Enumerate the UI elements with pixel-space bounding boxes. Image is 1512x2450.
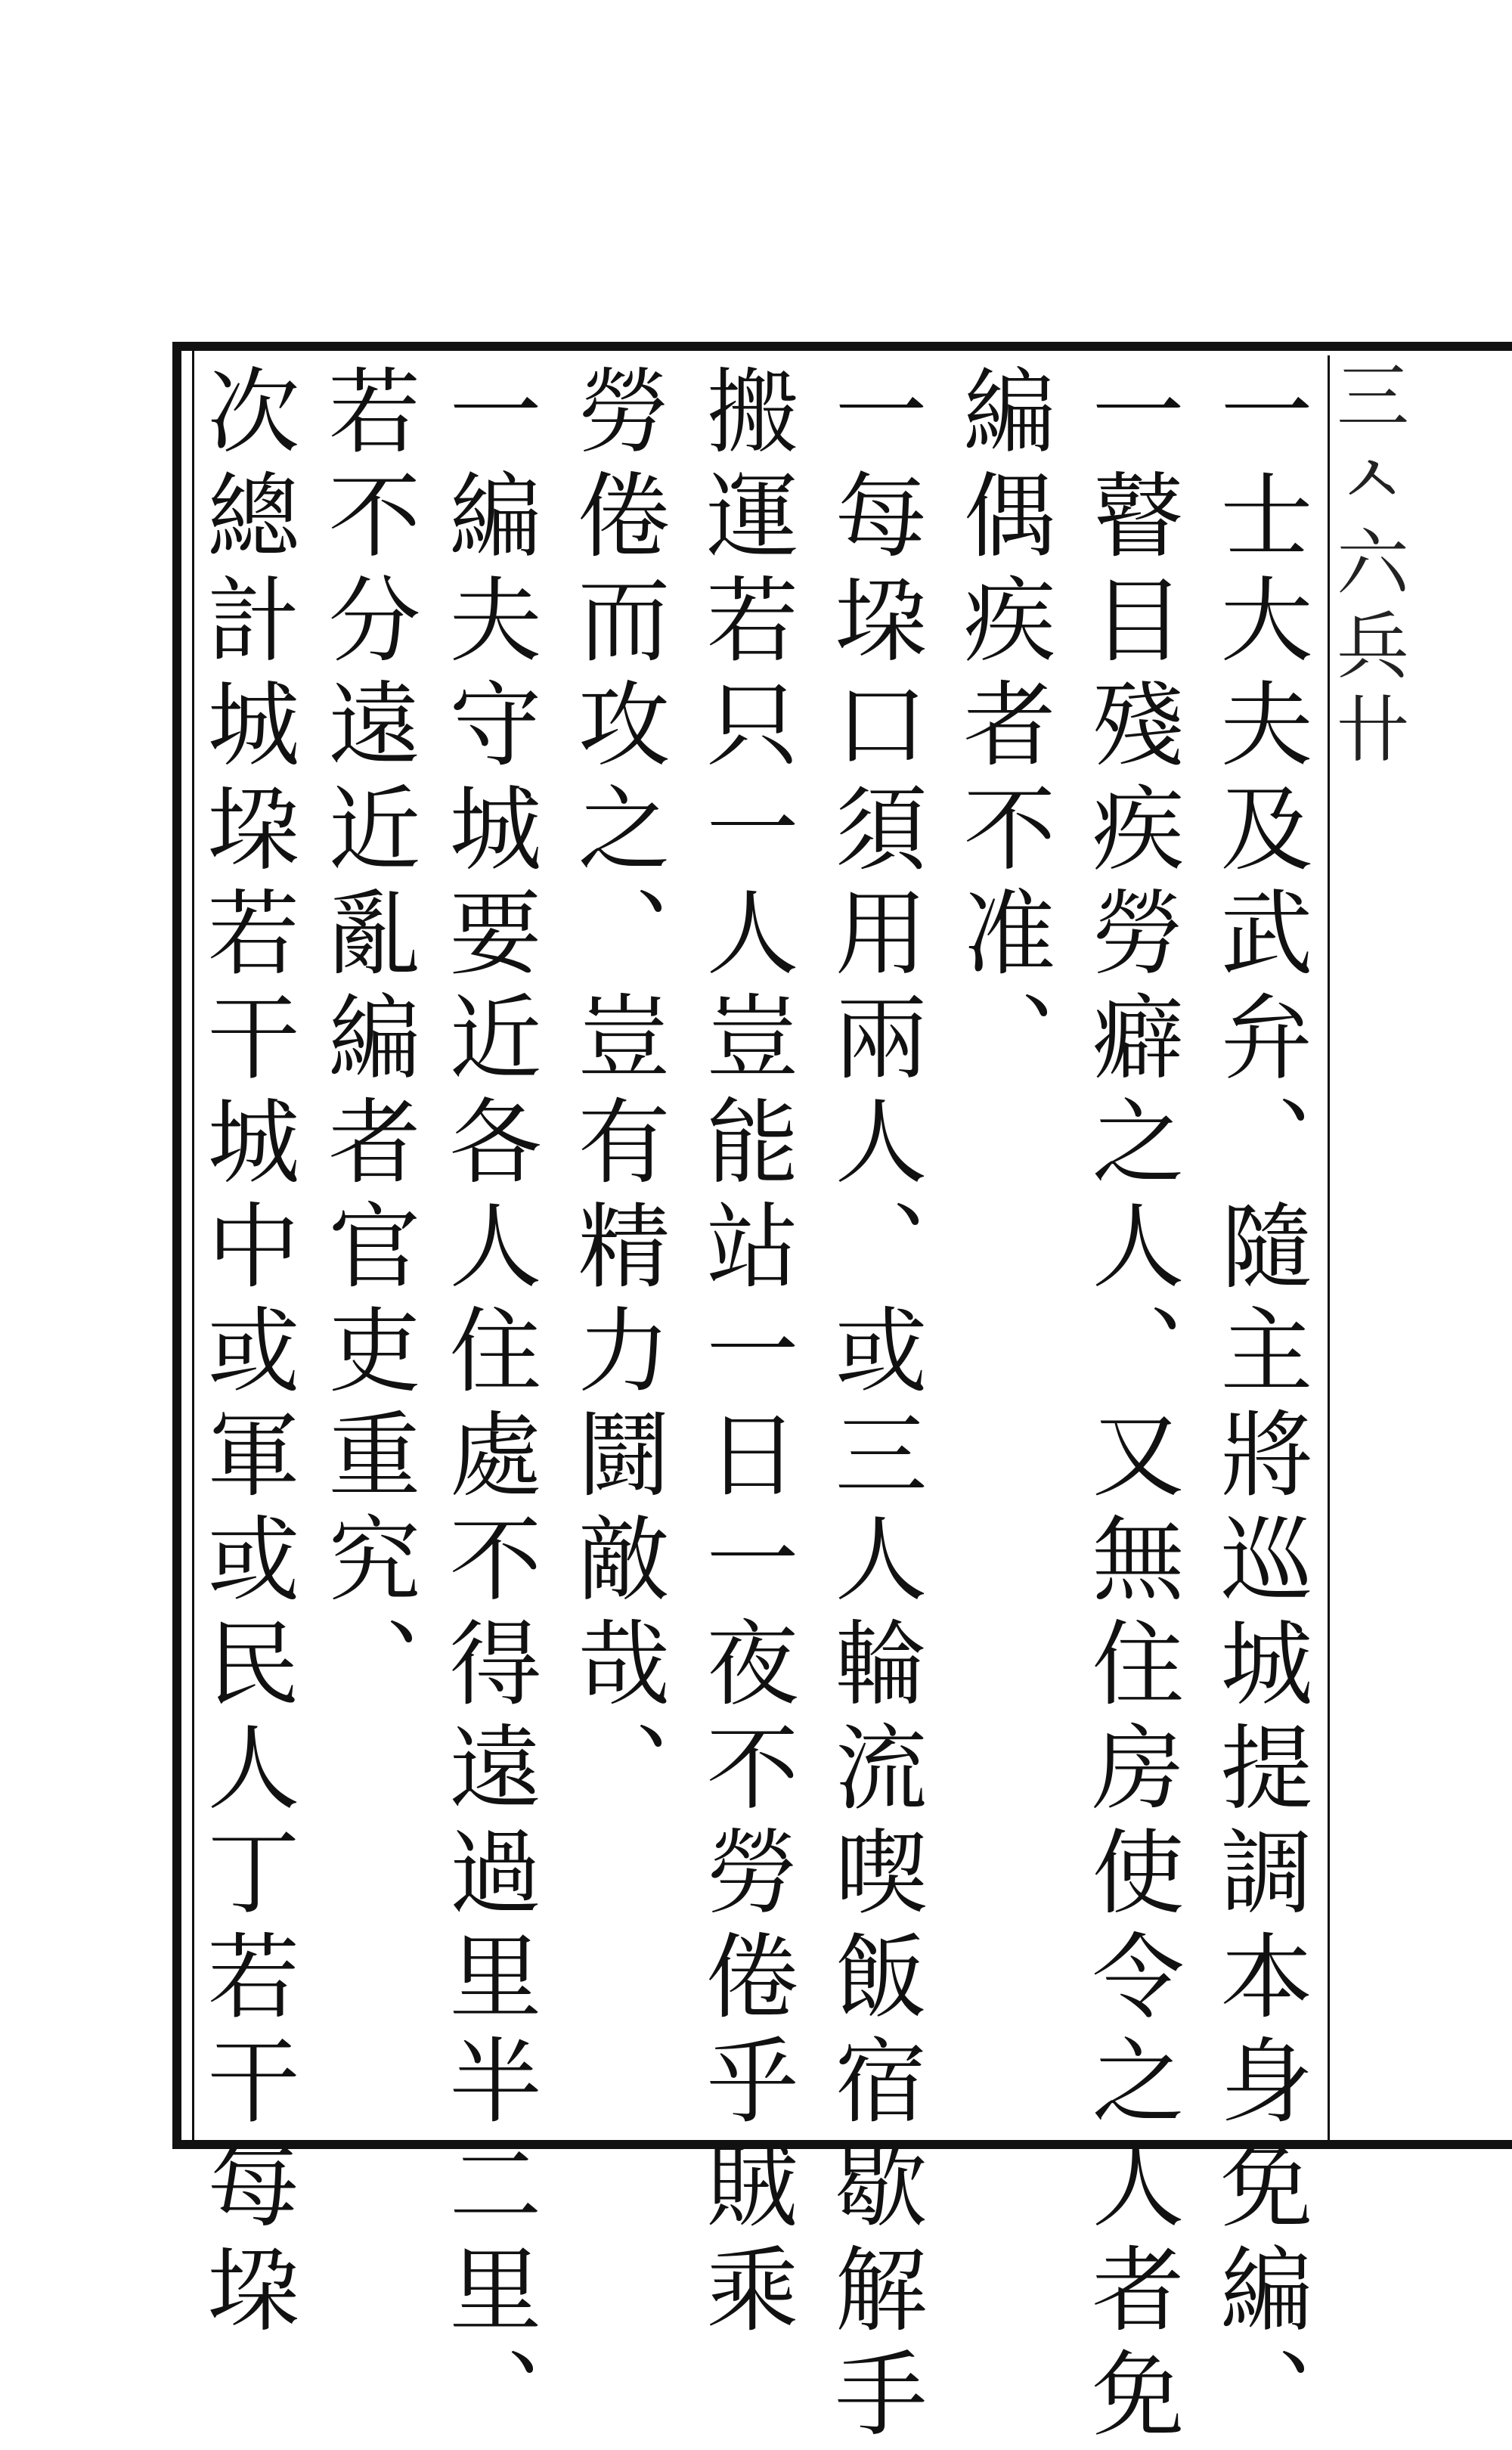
fold-char: ㅅ — [1337, 438, 1407, 523]
column-text: 一瞽目殘疾勞癖之人、又無住房使令之人者免 — [1077, 363, 1184, 2450]
text-column-6 — [559, 363, 673, 1824]
text-column-1 — [1202, 363, 1315, 2450]
column-text: 一士大夫及武弁、隨主將巡城提調本身免編、 — [1205, 363, 1312, 2450]
text-column-3 — [945, 363, 1058, 1093]
fold-column — [1337, 355, 1409, 779]
text-column-9 — [189, 363, 302, 2346]
fold-margin-rule — [1328, 355, 1330, 2140]
column-text: 一編夫守城要近各人住處不得遠過里半二里、 — [434, 363, 541, 2450]
text-column-8 — [310, 363, 423, 1720]
column-text: 若不分遠近亂編者官吏重究、 — [313, 363, 420, 1720]
fold-char: 三 — [1337, 355, 1409, 439]
text-column-4 — [816, 363, 930, 2450]
text-column-2 — [1074, 363, 1187, 2450]
text-column-5 — [688, 363, 801, 2346]
fold-char: 卄 — [1337, 687, 1409, 772]
column-text: 一每垜口須用兩人、或三人輪流喫飯宿歇解手 — [820, 363, 927, 2450]
column-text: 勞倦而攻之、豈有精力鬪敵哉、 — [562, 363, 670, 1824]
column-text: 搬運若只一人豈能站一日一夜不勞倦乎賊乘 — [691, 363, 798, 2346]
text-column-7 — [431, 363, 544, 2450]
fold-char: 六 — [1337, 521, 1409, 606]
column-text: 編偶疾者不准、 — [948, 363, 1055, 1093]
column-text: 次總計城垜若干城中或軍或民人丁若干每垜 — [192, 363, 299, 2346]
fold-char: 兵 — [1337, 604, 1409, 689]
